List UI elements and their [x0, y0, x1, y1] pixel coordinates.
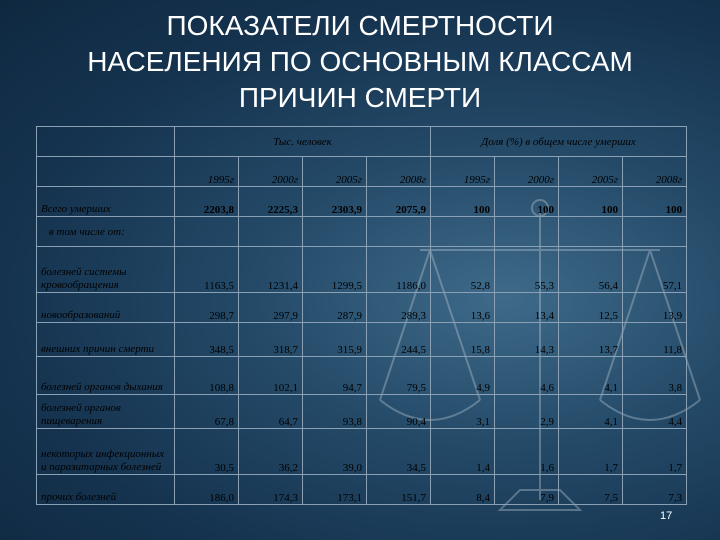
table-cell: 1163,5	[175, 247, 239, 293]
table-row	[37, 293, 687, 323]
table-cell: 36,2	[239, 429, 303, 475]
table-cell: 151,7	[367, 475, 431, 505]
year-header: 1995г	[175, 157, 239, 187]
table-cell: 348,5	[175, 323, 239, 357]
row-label: внешних причин смерти	[37, 323, 175, 357]
table-cell: 2303,9	[303, 187, 367, 217]
title-line-2: НАСЕЛЕНИЯ ПО ОСНОВНЫМ КЛАССАМ	[87, 46, 633, 77]
table-cell: 7,9	[495, 475, 559, 505]
table-cell: 57,1	[623, 247, 687, 293]
table-cell: 67,8	[175, 395, 239, 429]
subheading-row	[37, 217, 687, 247]
table-cell: 173,1	[303, 475, 367, 505]
table-cell: 94,7	[303, 357, 367, 395]
table-row	[37, 429, 687, 475]
year-header: 1995г	[431, 157, 495, 187]
table-cell: 4,1	[559, 395, 623, 429]
year-header: 2000г	[239, 157, 303, 187]
cause-rows	[37, 247, 687, 505]
table-cell: 4,4	[623, 395, 687, 429]
table-cell: 64,7	[239, 395, 303, 429]
table-cell	[431, 217, 495, 247]
table-cell: 318,7	[239, 323, 303, 357]
table-cell: 79,5	[367, 357, 431, 395]
subheading-label: в том числе от:	[37, 217, 175, 247]
row-label: болезней системы кровообращения	[37, 247, 175, 293]
table-cell	[175, 217, 239, 247]
group-header-row	[37, 127, 687, 157]
table-cell: 2075,9	[367, 187, 431, 217]
year-header: 2000г	[495, 157, 559, 187]
table-cell: 1299,5	[303, 247, 367, 293]
table-cell: 287,9	[303, 293, 367, 323]
table-cell: 8,4	[431, 475, 495, 505]
table-cell: 1,7	[623, 429, 687, 475]
table-cell: 100	[431, 187, 495, 217]
table-cell: 289,3	[367, 293, 431, 323]
table-cell: 100	[623, 187, 687, 217]
table-cell: 102,1	[239, 357, 303, 395]
table-cell: 1,4	[431, 429, 495, 475]
table-cell	[239, 217, 303, 247]
table-cell: 14,3	[495, 323, 559, 357]
group-header-thousands: Тыс. человек	[175, 127, 431, 157]
table-cell: 297,9	[239, 293, 303, 323]
table-cell: 55,3	[495, 247, 559, 293]
table-cell: 100	[495, 187, 559, 217]
row-label: болезней органов дыхания	[37, 357, 175, 395]
table-cell: 1186,0	[367, 247, 431, 293]
table-cell: 3,1	[431, 395, 495, 429]
group-header-share: Доля (%) в общем числе умерших	[431, 127, 687, 157]
table-cell: 4,1	[559, 357, 623, 395]
table-cell: 1,7	[559, 429, 623, 475]
title-line-3: ПРИЧИН СМЕРТИ	[238, 82, 482, 113]
row-label: болезней органов пищеварения	[37, 395, 175, 429]
years-row	[37, 157, 687, 187]
table-cell: 39,0	[303, 429, 367, 475]
years-corner-cell	[37, 157, 175, 187]
table-cell: 3,8	[623, 357, 687, 395]
table-cell: 30,5	[175, 429, 239, 475]
table-cell: 100	[559, 187, 623, 217]
total-row	[37, 187, 687, 217]
year-header: 2005г	[559, 157, 623, 187]
table-cell: 1231,4	[239, 247, 303, 293]
row-label: новообразований	[37, 293, 175, 323]
table-cell: 7,5	[559, 475, 623, 505]
table-cell: 2203,8	[175, 187, 239, 217]
table-cell	[303, 217, 367, 247]
table-cell: 56,4	[559, 247, 623, 293]
table-cell: 174,3	[239, 475, 303, 505]
table-cell: 4,9	[431, 357, 495, 395]
table-row	[37, 247, 687, 293]
table-cell: 7,3	[623, 475, 687, 505]
table-cell	[559, 217, 623, 247]
table-row	[37, 395, 687, 429]
table-row	[37, 323, 687, 357]
page-number: 17	[660, 510, 673, 522]
table-cell: 90,4	[367, 395, 431, 429]
table-cell: 315,9	[303, 323, 367, 357]
corner-cell	[37, 127, 175, 157]
table-cell: 13,6	[431, 293, 495, 323]
table-cell: 4,6	[495, 357, 559, 395]
table-cell: 244,5	[367, 323, 431, 357]
table-cell: 186,0	[175, 475, 239, 505]
table-cell: 11,8	[623, 323, 687, 357]
row-label: некоторых инфекционных и паразитарных болезней	[37, 429, 175, 475]
year-header: 2005г	[303, 157, 367, 187]
table-cell: 93,8	[303, 395, 367, 429]
table-row	[37, 357, 687, 395]
title-line-1: ПОКАЗАТЕЛИ СМЕРТНОСТИ	[166, 10, 554, 41]
table-cell: 2225,3	[239, 187, 303, 217]
table-row	[37, 475, 687, 505]
table-cell: 52,8	[431, 247, 495, 293]
table-cell	[623, 217, 687, 247]
table-cell: 298,7	[175, 293, 239, 323]
year-header: 2008г	[367, 157, 431, 187]
mortality-table	[36, 126, 687, 505]
table-cell: 34,5	[367, 429, 431, 475]
year-header: 2008г	[623, 157, 687, 187]
table-cell: 15,8	[431, 323, 495, 357]
table-cell: 12,5	[559, 293, 623, 323]
table-cell: 2,9	[495, 395, 559, 429]
table-cell: 13,7	[559, 323, 623, 357]
table-cell: 13,9	[623, 293, 687, 323]
page-title	[0, 8, 720, 116]
total-row-label: Всего умерших	[37, 187, 175, 217]
table-cell: 13,4	[495, 293, 559, 323]
table-cell	[367, 217, 431, 247]
table-cell	[495, 217, 559, 247]
table-cell: 1,6	[495, 429, 559, 475]
table-cell: 108,8	[175, 357, 239, 395]
row-label: прочих болезней	[37, 475, 175, 505]
